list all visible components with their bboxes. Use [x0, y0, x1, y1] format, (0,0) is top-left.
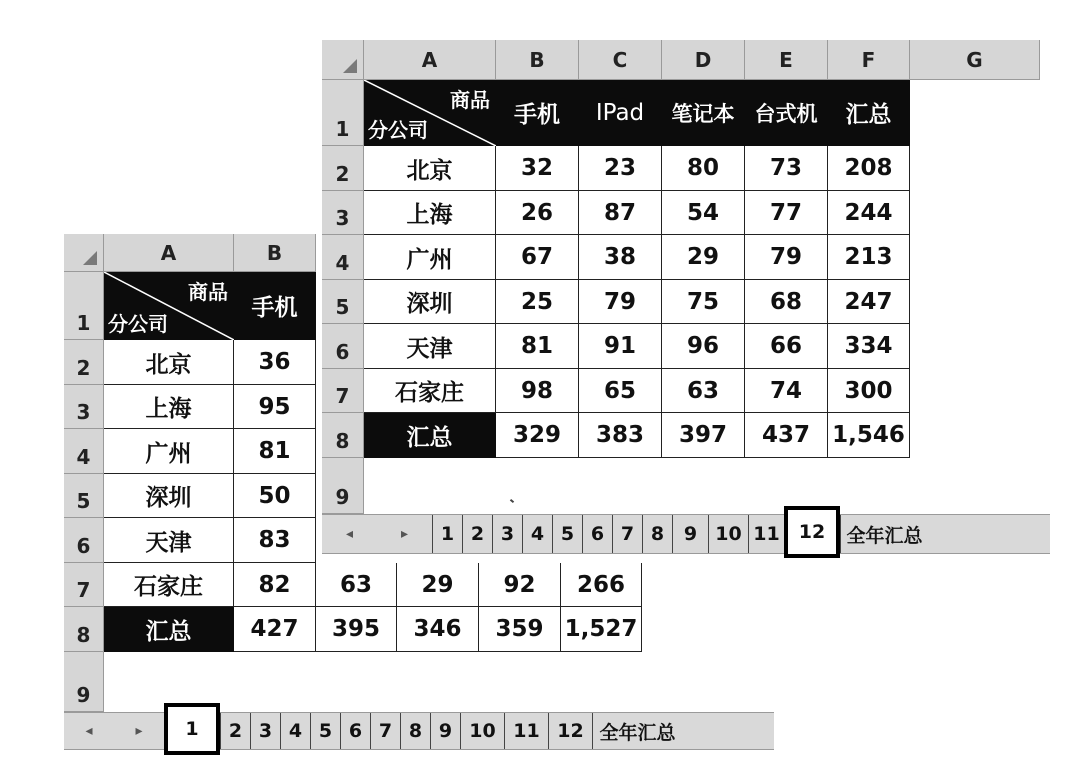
- scroll-left-icon[interactable]: ◂: [345, 526, 354, 542]
- grand-total-cell[interactable]: 1,546: [828, 413, 910, 458]
- row-header-5[interactable]: 5: [322, 280, 364, 324]
- value-cell[interactable]: 92: [479, 563, 561, 607]
- value-cell[interactable]: 80: [662, 146, 745, 191]
- value-cell[interactable]: 26: [496, 191, 579, 235]
- total-cell[interactable]: 395: [316, 607, 397, 652]
- diag-bottom-label: 分公司: [368, 118, 428, 142]
- diagonal-header-cell[interactable]: [364, 80, 496, 146]
- value-cell[interactable]: 83: [234, 518, 316, 563]
- value-cell[interactable]: 79: [745, 235, 828, 280]
- value-cell[interactable]: 81: [496, 324, 579, 369]
- sheet-tab-annual-summary[interactable]: 全年汇总: [592, 713, 682, 749]
- branch-name-cell[interactable]: 深圳: [364, 280, 496, 324]
- total-cell[interactable]: 359: [479, 607, 561, 652]
- header-ipad[interactable]: IPad: [579, 80, 662, 146]
- value-cell[interactable]: 66: [745, 324, 828, 369]
- row-total-cell[interactable]: 213: [828, 235, 910, 280]
- sheet-tab-6[interactable]: 6: [582, 515, 612, 553]
- sheet-tab-5[interactable]: 5: [552, 515, 582, 553]
- value-cell[interactable]: 91: [579, 324, 662, 369]
- sheet-tab-annual-summary[interactable]: 全年汇总: [840, 515, 928, 553]
- row-header-6[interactable]: 6: [64, 518, 104, 563]
- sheet-tab-3[interactable]: 3: [250, 713, 280, 749]
- total-label-cell[interactable]: 汇总: [104, 607, 234, 652]
- sheet-tab-3[interactable]: 3: [492, 515, 522, 553]
- value-cell[interactable]: 23: [579, 146, 662, 191]
- row-header-2[interactable]: 2: [322, 146, 364, 191]
- row-header-6[interactable]: 6: [322, 324, 364, 369]
- row-total-cell[interactable]: 266: [561, 563, 642, 607]
- total-cell[interactable]: 437: [745, 413, 828, 458]
- value-cell[interactable]: 98: [496, 369, 579, 413]
- sheet-tab-9[interactable]: 9: [430, 713, 460, 749]
- column-header-d[interactable]: D: [662, 40, 745, 80]
- value-cell[interactable]: 75: [662, 280, 745, 324]
- value-cell[interactable]: 54: [662, 191, 745, 235]
- branch-name-cell[interactable]: 石家庄: [364, 369, 496, 413]
- sheet-tab-8[interactable]: 8: [642, 515, 672, 553]
- row-header-4[interactable]: 4: [64, 429, 104, 474]
- sheet-tab-8[interactable]: 8: [400, 713, 430, 749]
- branch-name-cell[interactable]: 广州: [104, 429, 234, 474]
- branch-name-cell[interactable]: 上海: [364, 191, 496, 235]
- branch-name-cell[interactable]: 天津: [364, 324, 496, 369]
- row-total-cell[interactable]: 334: [828, 324, 910, 369]
- value-cell[interactable]: 67: [496, 235, 579, 280]
- row-header-3[interactable]: 3: [64, 385, 104, 429]
- branch-name-cell[interactable]: 北京: [104, 340, 234, 385]
- row-header-9[interactable]: 9: [322, 458, 364, 514]
- column-header-b[interactable]: B: [234, 234, 316, 272]
- value-cell[interactable]: 29: [397, 563, 479, 607]
- stray-mark: [510, 499, 514, 503]
- grand-total-cell[interactable]: 1,527: [561, 607, 642, 652]
- row-header-7[interactable]: 7: [322, 369, 364, 413]
- value-cell[interactable]: 25: [496, 280, 579, 324]
- value-cell[interactable]: 36: [234, 340, 316, 385]
- value-cell[interactable]: 73: [745, 146, 828, 191]
- row-header-9[interactable]: 9: [64, 652, 104, 712]
- total-label-cell[interactable]: 汇总: [364, 413, 496, 458]
- row-header-5[interactable]: 5: [64, 474, 104, 518]
- row-total-cell[interactable]: 300: [828, 369, 910, 413]
- branch-name-cell[interactable]: 广州: [364, 235, 496, 280]
- sheet-tab-5[interactable]: 5: [310, 713, 340, 749]
- branch-name-cell[interactable]: 石家庄: [104, 563, 234, 607]
- sheet-tab-2[interactable]: 2: [462, 515, 492, 553]
- sheet-tab-bar: [322, 514, 1050, 554]
- select-all-corner[interactable]: [322, 40, 364, 80]
- row-header-4[interactable]: 4: [322, 235, 364, 280]
- total-cell[interactable]: 397: [662, 413, 745, 458]
- sheet-tab-7[interactable]: 7: [612, 515, 642, 553]
- total-cell[interactable]: 383: [579, 413, 662, 458]
- sheet-tab-1[interactable]: 1: [164, 703, 220, 755]
- value-cell[interactable]: 65: [579, 369, 662, 413]
- value-cell[interactable]: 96: [662, 324, 745, 369]
- row-total-cell[interactable]: 244: [828, 191, 910, 235]
- branch-name-cell[interactable]: 深圳: [104, 474, 234, 518]
- row-header-2[interactable]: 2: [64, 340, 104, 385]
- column-header-e[interactable]: E: [745, 40, 828, 80]
- sheet-tab-11[interactable]: 11: [748, 515, 784, 553]
- sheet-tab-4[interactable]: 4: [522, 515, 552, 553]
- row-header-8[interactable]: 8: [322, 413, 364, 458]
- value-cell[interactable]: 95: [234, 385, 316, 429]
- value-cell[interactable]: 29: [662, 235, 745, 280]
- diag-top-label: 商品: [188, 280, 228, 304]
- sheet-tab-12[interactable]: 12: [548, 713, 592, 749]
- column-header-b[interactable]: B: [496, 40, 579, 80]
- value-cell[interactable]: 68: [745, 280, 828, 324]
- value-cell[interactable]: 63: [662, 369, 745, 413]
- total-cell[interactable]: 329: [496, 413, 579, 458]
- row-total-cell[interactable]: 208: [828, 146, 910, 191]
- scroll-right-icon[interactable]: ▸: [400, 526, 409, 542]
- column-header-g[interactable]: G: [910, 40, 1040, 80]
- column-header-c[interactable]: C: [579, 40, 662, 80]
- row-header-1[interactable]: 1: [64, 272, 104, 340]
- total-cell[interactable]: 346: [397, 607, 479, 652]
- sheet-tab-2[interactable]: 2: [220, 713, 250, 749]
- total-cell[interactable]: 427: [234, 607, 316, 652]
- value-cell[interactable]: 77: [745, 191, 828, 235]
- header-desktop[interactable]: 台式机: [745, 80, 828, 146]
- header-notebook[interactable]: 笔记本: [662, 80, 745, 146]
- sheet-tab-12[interactable]: 12: [784, 506, 840, 558]
- branch-name-cell[interactable]: 上海: [104, 385, 234, 429]
- header-phone[interactable]: 手机: [234, 272, 316, 340]
- header-total[interactable]: 汇总: [828, 80, 910, 146]
- sheet-tab-10[interactable]: 10: [708, 515, 748, 553]
- value-cell[interactable]: 81: [234, 429, 316, 474]
- value-cell[interactable]: 74: [745, 369, 828, 413]
- branch-name-cell[interactable]: 天津: [104, 518, 234, 563]
- sheet-tab-7[interactable]: 7: [370, 713, 400, 749]
- row-header-3[interactable]: 3: [322, 191, 364, 235]
- diag-bottom-label: 分公司: [108, 312, 168, 336]
- sheet-tab-6[interactable]: 6: [340, 713, 370, 749]
- sheet-tab-bar: [64, 712, 774, 750]
- value-cell[interactable]: 63: [316, 563, 397, 607]
- sheet-tab-4[interactable]: 4: [280, 713, 310, 749]
- value-cell[interactable]: 32: [496, 146, 579, 191]
- diag-top-label: 商品: [450, 88, 490, 112]
- scroll-right-icon[interactable]: ▸: [135, 723, 143, 739]
- row-header-7[interactable]: 7: [64, 563, 104, 607]
- row-total-cell[interactable]: 247: [828, 280, 910, 324]
- scroll-left-icon[interactable]: ◂: [85, 723, 93, 739]
- column-header-a[interactable]: A: [104, 234, 234, 272]
- value-cell[interactable]: 79: [579, 280, 662, 324]
- select-all-corner[interactable]: [64, 234, 104, 272]
- column-header-a[interactable]: A: [364, 40, 496, 80]
- value-cell[interactable]: 50: [234, 474, 316, 518]
- value-cell[interactable]: 87: [579, 191, 662, 235]
- value-cell[interactable]: 38: [579, 235, 662, 280]
- sheet-tab-1[interactable]: 1: [432, 515, 462, 553]
- header-phone[interactable]: 手机: [496, 80, 579, 146]
- sheet-tab-10[interactable]: 10: [460, 713, 504, 749]
- sheet-tab-9[interactable]: 9: [672, 515, 708, 553]
- sheet-tab-11[interactable]: 11: [504, 713, 548, 749]
- diagonal-header-cell[interactable]: [104, 272, 234, 340]
- column-header-f[interactable]: F: [828, 40, 910, 80]
- row-header-1[interactable]: 1: [322, 80, 364, 146]
- value-cell[interactable]: 82: [234, 563, 316, 607]
- branch-name-cell[interactable]: 北京: [364, 146, 496, 191]
- row-header-8[interactable]: 8: [64, 607, 104, 652]
